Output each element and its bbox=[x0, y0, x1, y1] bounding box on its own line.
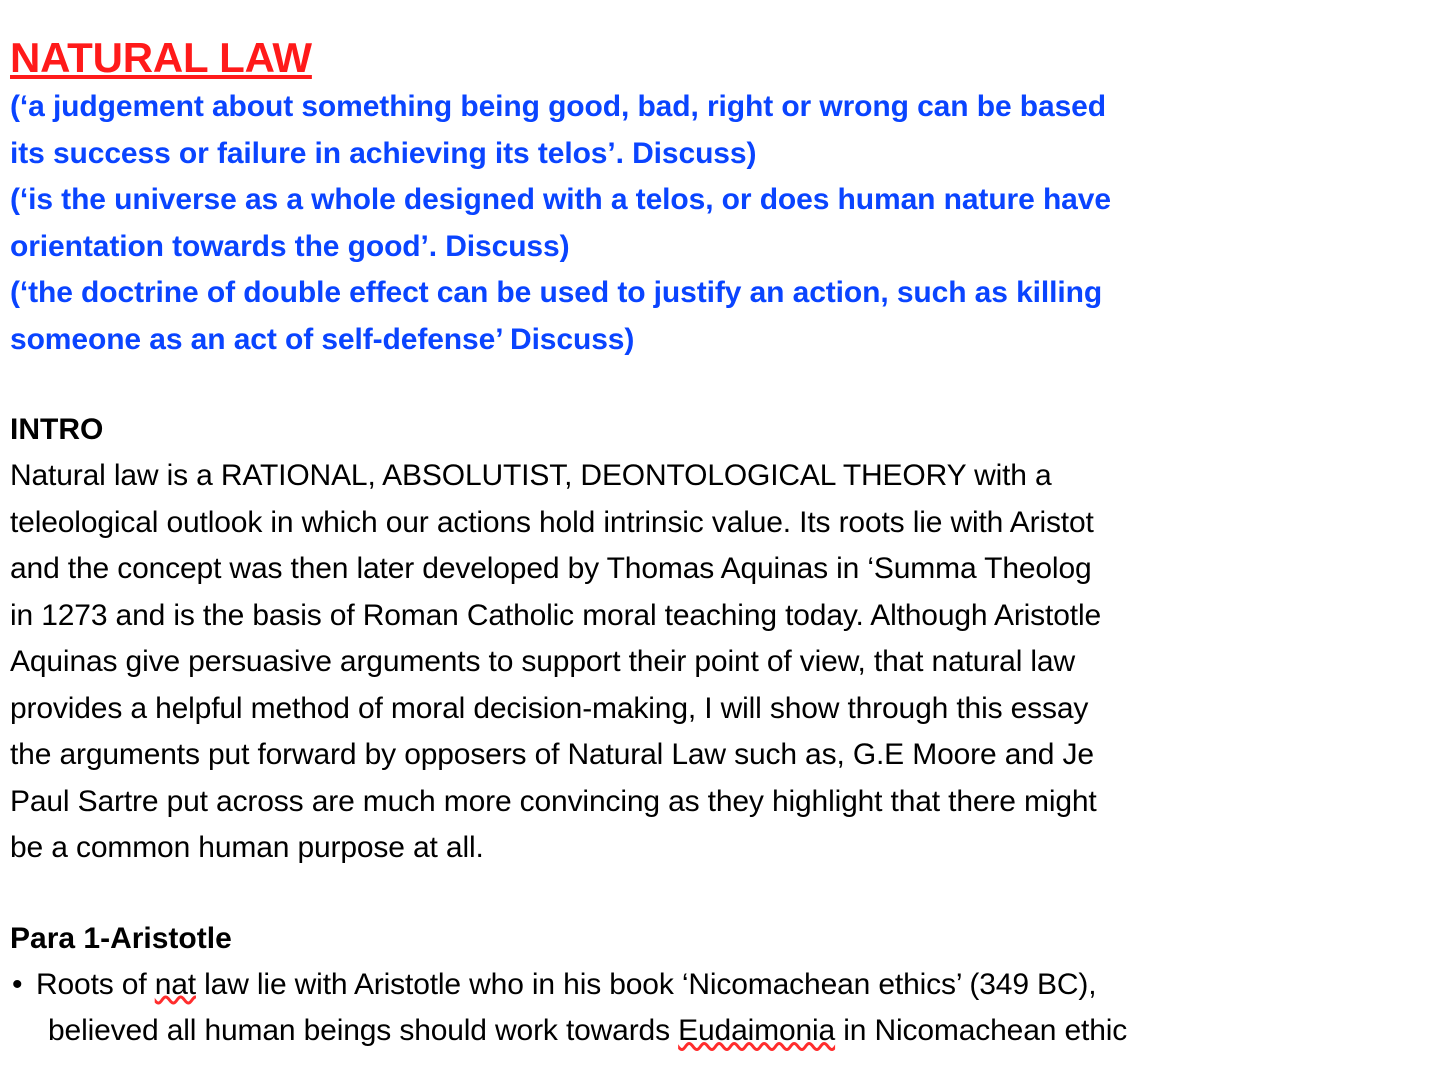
misspelled-word: nat bbox=[154, 967, 196, 1001]
section-spacer bbox=[10, 872, 1435, 916]
list-item bbox=[10, 962, 1435, 1055]
essay-question-line: (‘is the universe as a whole designed with a telos, or does human nature have bbox=[10, 183, 1111, 216]
intro-line: Natural law is a RATIONAL, ABSOLUTIST, DEONTOLOGICAL THEORY with a bbox=[10, 459, 1052, 492]
misspelled-word: Eudaimonia bbox=[678, 1014, 836, 1047]
intro-paragraph bbox=[10, 453, 1435, 872]
essay-question-line: someone as an act of self-defense’ Discuss) bbox=[10, 322, 635, 356]
essay-questions bbox=[10, 84, 1435, 363]
bullet-line-part: believed all human beings should work towards bbox=[48, 1014, 679, 1047]
intro-line: Paul Sartre put across are much more convincing as they highlight that there might bbox=[10, 784, 1097, 818]
intro-heading: INTRO bbox=[10, 413, 104, 446]
para1-bullet-list bbox=[10, 962, 1435, 1055]
intro-line: teleological outlook in which our actions hold intrinsic value. Its roots lie with Aristot bbox=[10, 505, 1094, 539]
intro-line: and the concept was then later developed by Thomas Aquinas in ‘Summa Theolog bbox=[10, 552, 1092, 585]
intro-line: in 1273 and is the basis of Roman Catholic moral teaching today. Although Aristotle bbox=[10, 598, 1101, 632]
section-spacer bbox=[10, 363, 1435, 407]
intro-line: be a common human purpose at all. bbox=[10, 831, 484, 864]
page-title: NATURAL LAW bbox=[10, 34, 312, 81]
intro-line: Aquinas give persuasive arguments to support their point of view, that natural law bbox=[10, 645, 1075, 678]
bullet-line-part: law lie with Aristotle who in his book ‘Nicomachean ethics’ (349 BC), bbox=[195, 967, 1097, 1001]
essay-question-line: (‘the doctrine of double effect can be used to justify an action, such as killing bbox=[10, 276, 1103, 309]
essay-question-line: its success or failure in achieving its telos’. Discuss) bbox=[10, 136, 757, 170]
intro-line: the arguments put forward by opposers of Natural Law such as, G.E Moore and Je bbox=[10, 738, 1094, 771]
bullet-line-part: Roots of bbox=[36, 967, 155, 1001]
bullet-line-part: in Nicomachean ethic bbox=[835, 1014, 1128, 1047]
bullet-line-continuation bbox=[36, 1008, 1435, 1055]
essay-question-line: orientation towards the good’. Discuss) bbox=[10, 229, 570, 263]
essay-question-line: (‘a judgement about something being good, bad, right or wrong can be based bbox=[10, 90, 1106, 123]
bullet-dot-icon: • bbox=[12, 967, 23, 1001]
intro-line: provides a helpful method of moral decision-making, I will show through this essay bbox=[10, 691, 1089, 725]
para1-heading: Para 1-Aristotle bbox=[10, 921, 232, 955]
